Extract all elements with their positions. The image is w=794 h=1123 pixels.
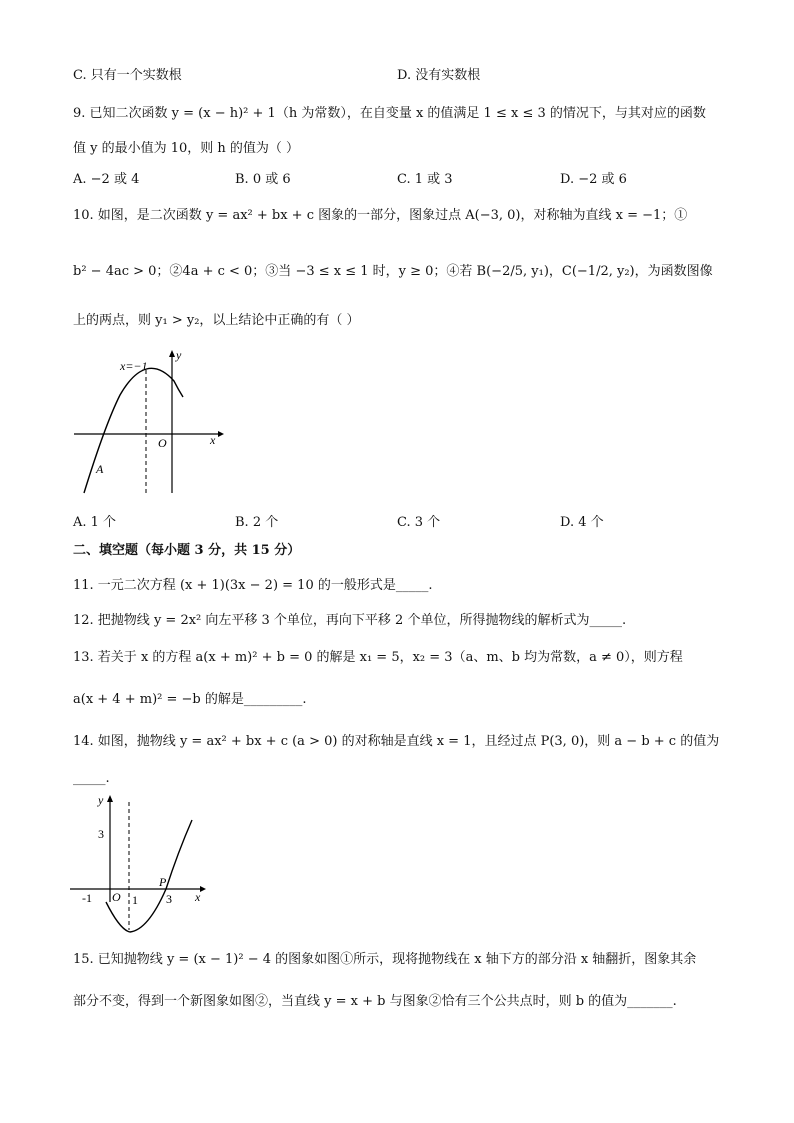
q14-y-arrow (107, 795, 113, 802)
q15-line2: 部分不变，得到一个新图象如图②，当直线 y = x + b 与图象②恰有三个公共点时，则 b 的值为_______. (73, 994, 677, 1009)
q10-option-b: B. 2 个 (235, 515, 279, 530)
q9-option-c: C. 1 或 3 (397, 172, 453, 187)
q11: 11. 一元二次方程 (x + 1)(3x − 2) = 10 的一般形式是_____. (73, 578, 433, 593)
q10-line2: b² − 4ac > 0；②4a + c < 0；③当 −3 ≤ x ≤ 1 时，y ≥ 0；④若 B(−2/5, y₁)，C(−1/2, y₂)，为函数图像 (73, 264, 713, 279)
q13-line2: a(x + 4 + m)² = −b 的解是_________. (73, 692, 307, 707)
q10-origin-label: O (158, 436, 167, 450)
q9-option-b: B. 0 或 6 (235, 172, 291, 187)
q10-option-a: A. 1 个 (73, 515, 117, 530)
q8-option-d: D. 没有实数根 (397, 68, 481, 83)
q10-x-arrow (218, 431, 224, 437)
q10-point-a-label: A (96, 462, 104, 476)
q10-option-c: C. 3 个 (397, 515, 441, 530)
q10-y-label: y (176, 348, 182, 362)
q14-y-label: y (98, 793, 104, 807)
q14-line2: _____. (73, 771, 110, 786)
q10-option-d: D. 4 个 (560, 515, 604, 530)
q14-line1: 14. 如图，抛物线 y = ax² + bx + c (a > 0) 的对称轴是直线 x = 1，且经过点 P(3, 0)，则 a − b + c 的值为 (73, 734, 720, 749)
q9-line1: 9. 已知二次函数 y = (x − h)² + 1（h 为常数），在自变量 x 的值满足 1 ≤ x ≤ 3 的情况下，与其对应的函数 (73, 106, 706, 121)
q14-tick-1: 1 (132, 893, 138, 907)
q14-tick-3-y: 3 (98, 827, 104, 841)
q14-x-label: x (195, 890, 201, 904)
q10-parabola-figure (70, 345, 225, 500)
q14-point-p-label: P (159, 875, 167, 889)
q13-line1: 13. 若关于 x 的方程 a(x + m)² + b = 0 的解是 x₁ = 5，x₂ = 3（a、m、b 均为常数，a ≠ 0），则方程 (73, 650, 683, 665)
q9-line2: 值 y 的最小值为 10，则 h 的值为（ ） (73, 141, 300, 156)
q9-option-a: A. −2 或 4 (73, 172, 140, 187)
q10-x-label: x (210, 433, 216, 447)
q12: 12. 把抛物线 y = 2x² 向左平移 3 个单位，再向下平移 2 个单位，所得抛物线的解析式为_____. (73, 613, 627, 628)
q14-parabola-figure (68, 790, 213, 940)
q14-parabola (106, 820, 192, 932)
q14-tick-3-x: 3 (166, 892, 172, 906)
q9-option-d: D. −2 或 6 (560, 172, 627, 187)
q10-axis-label: x=−1 (120, 359, 148, 373)
section-title: 二、填空题（每小题 3 分，共 15 分） (73, 543, 301, 558)
q10-line3: 上的两点，则 y₁ > y₂，以上结论中正确的有（ ） (73, 313, 360, 328)
q14-x-arrow (200, 886, 206, 892)
q14-tick-neg1: -1 (82, 891, 92, 905)
q14-origin-label: O (112, 890, 121, 904)
q10-y-arrow (169, 350, 175, 357)
q10-line1: 10. 如图，是二次函数 y = ax² + bx + c 图象的一部分，图象过点 A(−3, 0)，对称轴为直线 x = −1；① (73, 208, 688, 223)
q8-option-c: C. 只有一个实数根 (73, 68, 182, 83)
q15-line1: 15. 已知抛物线 y = (x − 1)² − 4 的图象如图①所示，现将抛物线在 x 轴下方的部分沿 x 轴翻折，图象其余 (73, 952, 697, 967)
